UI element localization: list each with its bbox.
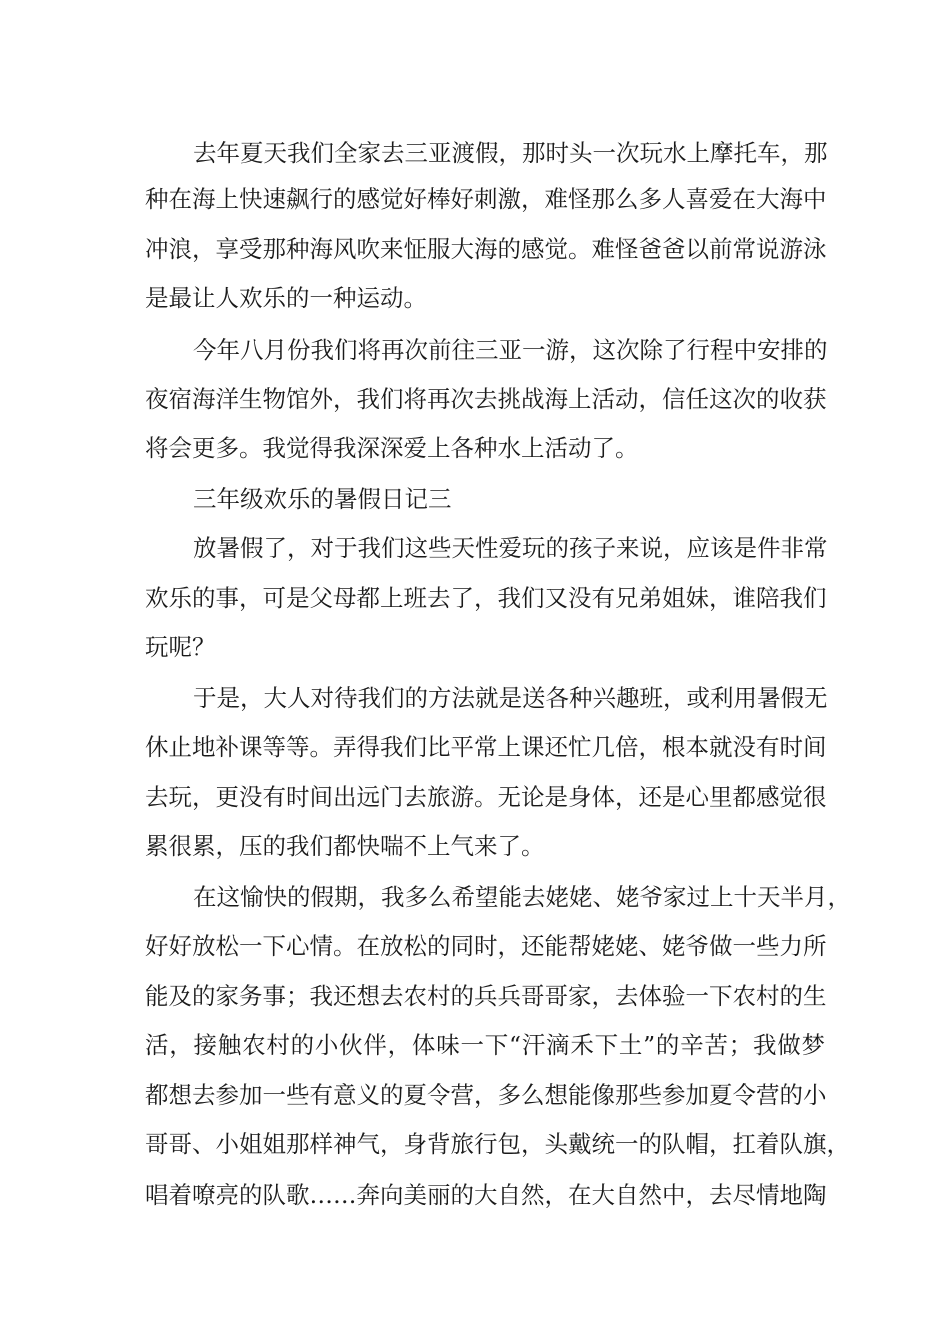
paragraph-3-line-3: 玩呢？ bbox=[145, 633, 216, 661]
paragraph-5-line-6: 哥哥、小姐姐那样神气，身背旅行包，头戴统一的队帽，扛着队旗， bbox=[145, 1130, 850, 1158]
paragraph-2-line-3: 将会更多。我觉得我深深爱上各种水上活动了。 bbox=[145, 434, 639, 462]
paragraph-5-line-4: 活，接触农村的小伙伴，体味一下“汗滴禾下土”的辛苦；我做梦 bbox=[145, 1031, 825, 1059]
paragraph-1-line-4: 是最让人欢乐的一种运动。 bbox=[145, 284, 427, 312]
paragraph-5-line-5: 都想去参加一些有意义的夏令营，多么想能像那些参加夏令营的小 bbox=[145, 1081, 827, 1109]
paragraph-2-line-2: 夜宿海洋生物馆外，我们将再次去挑战海上活动，信任这次的收获 bbox=[145, 385, 827, 413]
paragraph-1-line-2: 种在海上快速飙行的感觉好棒好刺激，难怪那么多人喜爱在大海中 bbox=[145, 185, 827, 213]
paragraph-5-line-1: 在这愉快的假期，我多么希望能去姥姥、姥爷家过上十天半月， bbox=[193, 883, 851, 911]
paragraph-3-line-2: 欢乐的事，可是父母都上班去了，我们又没有兄弟姐妹，谁陪我们 bbox=[145, 584, 827, 612]
paragraph-4-line-2: 休止地补课等等。弄得我们比平常上课还忙几倍，根本就没有时间 bbox=[145, 733, 827, 761]
paragraph-1-line-1: 去年夏天我们全家去三亚渡假，那时头一次玩水上摩托车，那 bbox=[193, 139, 828, 167]
paragraph-4-line-1: 于是，大人对待我们的方法就是送各种兴趣班，或利用暑假无 bbox=[193, 684, 828, 712]
paragraph-4-line-3: 去玩，更没有时间出远门去旅游。无论是身体，还是心里都感觉很 bbox=[145, 783, 827, 811]
paragraph-4-line-4: 累很累，压的我们都快喘不上气来了。 bbox=[145, 832, 545, 860]
section-heading: 三年级欢乐的暑假日记三 bbox=[193, 485, 452, 513]
paragraph-3-line-1: 放暑假了，对于我们这些天性爱玩的孩子来说，应该是件非常 bbox=[193, 534, 828, 562]
paragraph-1-line-3: 冲浪，享受那种海风吹来怔服大海的感觉。难怪爸爸以前常说游泳 bbox=[145, 235, 827, 263]
paragraph-5-line-7: 唱着嘹亮的队歌……奔向美丽的大自然，在大自然中，去尽情地陶 bbox=[145, 1181, 827, 1209]
paragraph-5-line-3: 能及的家务事；我还想去农村的兵兵哥哥家，去体验一下农村的生 bbox=[145, 982, 827, 1010]
paragraph-5-line-2: 好好放松一下心情。在放松的同时，还能帮姥姥、姥爷做一些力所 bbox=[145, 932, 827, 960]
paragraph-2-line-1: 今年八月份我们将再次前往三亚一游，这次除了行程中安排的 bbox=[193, 336, 828, 364]
